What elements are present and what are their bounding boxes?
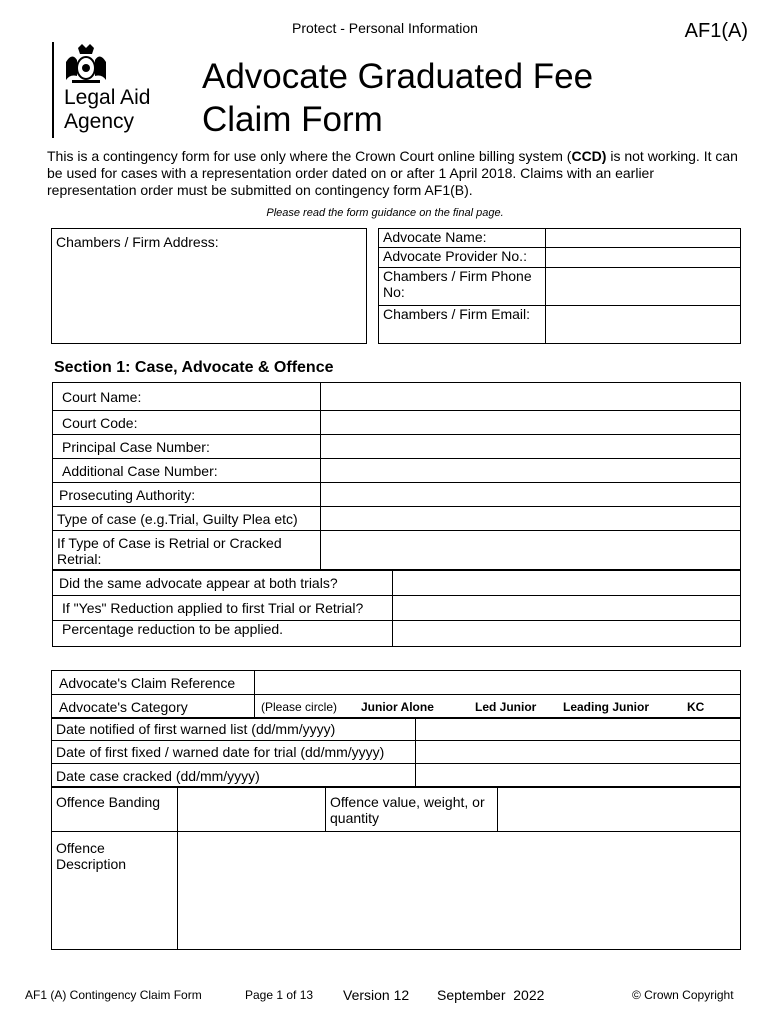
advocate-details-table: [378, 228, 741, 344]
please-circle-hint: (Please circle): [261, 700, 338, 714]
footer-date: September 2022: [437, 987, 545, 1003]
additional-case-number-label: Additional Case Number:: [53, 459, 321, 483]
chambers-email-label: Chambers / Firm Email:: [379, 305, 546, 343]
additional-case-number-field[interactable]: [321, 459, 741, 483]
reduction-applied-label: If "Yes" Reduction applied to first Trial or Retrial?: [53, 596, 393, 621]
category-junior-alone[interactable]: Junior Alone: [361, 700, 434, 714]
date-cracked-label: Date case cracked (dd/mm/yyyy): [52, 764, 416, 788]
form-code: AF1(A): [684, 20, 748, 42]
prosecuting-authority-field[interactable]: [321, 483, 741, 507]
category-label: Advocate's Category: [52, 695, 255, 719]
offence-banding-field[interactable]: [178, 787, 326, 832]
prosecuting-authority-label: Prosecuting Authority:: [53, 483, 321, 507]
title-line-2: Claim Form: [202, 100, 383, 139]
principal-case-number-label: Principal Case Number:: [53, 435, 321, 459]
agency-logo-text: [64, 86, 150, 134]
percentage-reduction-label: Percentage reduction to be applied.: [53, 621, 393, 647]
royal-crest-icon: [62, 40, 110, 86]
section-1-title: Section 1: Case, Advocate & Offence: [54, 359, 334, 376]
same-advocate-label: Did the same advocate appear at both trials?: [53, 570, 393, 596]
case-details-table: [52, 382, 741, 571]
retrial-type-label: If Type of Case is Retrial or Cracked Retrial:: [53, 531, 321, 571]
footer-form-name: AF1 (A) Contingency Claim Form: [25, 988, 202, 1002]
intro-ccd: CCD): [571, 148, 607, 164]
case-type-label: Type of case (e.g.Trial, Guilty Plea etc): [53, 507, 321, 531]
footer-copyright: © Crown Copyright: [632, 988, 734, 1002]
claim-reference-table: [51, 670, 741, 719]
chambers-phone-field[interactable]: [546, 268, 741, 305]
offence-table: [51, 786, 741, 950]
title-line-1: Advocate Graduated Fee: [202, 57, 594, 96]
category-leading-junior[interactable]: Leading Junior: [563, 700, 650, 714]
category-led-junior[interactable]: Led Junior: [475, 700, 537, 714]
principal-case-number-field[interactable]: [321, 435, 741, 459]
first-warned-list-label: Date notified of first warned list (dd/mm/yyyy): [52, 718, 416, 741]
logo-line-1: Legal Aid: [64, 86, 151, 109]
footer-page-number: Page 1 of 13: [245, 988, 314, 1002]
guidance-note: Please read the form guidance on the final page.: [266, 207, 504, 219]
chambers-phone-label: Chambers / Firm Phone No:: [379, 268, 546, 305]
intro-paragraph: [47, 148, 747, 199]
offence-description-label: Offence Description: [52, 832, 178, 950]
first-fixed-date-label: Date of first fixed / warned date for trial (dd/mm/yyyy): [52, 741, 416, 764]
first-warned-list-field[interactable]: [416, 718, 741, 741]
court-name-label: Court Name:: [53, 383, 321, 411]
classification-label: Protect - Personal Information: [292, 20, 478, 36]
category-kc[interactable]: KC: [687, 700, 705, 714]
footer-version: Version 12: [343, 987, 410, 1003]
claim-reference-label: Advocate's Claim Reference: [52, 671, 255, 695]
advocate-name-field[interactable]: [546, 229, 741, 248]
advocate-provider-no-label: Advocate Provider No.:: [379, 248, 546, 268]
logo-line-2: Agency: [64, 110, 135, 133]
intro-text-1: This is a contingency form for use only where the Crown Court online billing system (: [47, 148, 572, 164]
retrial-table: [52, 569, 741, 647]
claim-reference-field[interactable]: [255, 671, 741, 695]
logo-divider: [52, 42, 54, 138]
court-code-field[interactable]: [321, 411, 741, 435]
offence-value-label: Offence value, weight, or quantity: [326, 787, 498, 832]
dates-table: [51, 717, 741, 788]
percentage-reduction-field[interactable]: [393, 621, 741, 647]
offence-description-field[interactable]: [178, 832, 741, 950]
same-advocate-field[interactable]: [393, 570, 741, 596]
retrial-type-field[interactable]: [321, 531, 741, 571]
first-fixed-date-field[interactable]: [416, 741, 741, 764]
chambers-email-field[interactable]: [546, 305, 741, 343]
advocate-name-label: Advocate Name:: [379, 229, 546, 248]
court-code-label: Court Code:: [53, 411, 321, 435]
offence-banding-label: Offence Banding: [52, 787, 178, 832]
case-type-field[interactable]: [321, 507, 741, 531]
date-cracked-field[interactable]: [416, 764, 741, 788]
offence-value-field[interactable]: [498, 787, 741, 832]
reduction-applied-field[interactable]: [393, 596, 741, 621]
advocate-provider-no-field[interactable]: [546, 248, 741, 268]
address-field[interactable]: [51, 228, 367, 344]
intro-text-2: is not working. It can be used for cases with a representation order dated on or after 1 April 2018. Claims with an earlier representation order must be submitted on contingency form AF1(B).: [47, 148, 738, 198]
address-label: Chambers / Firm Address:: [56, 234, 219, 250]
category-options: [255, 695, 741, 719]
court-name-field[interactable]: [321, 383, 741, 411]
page-title: [202, 55, 593, 141]
